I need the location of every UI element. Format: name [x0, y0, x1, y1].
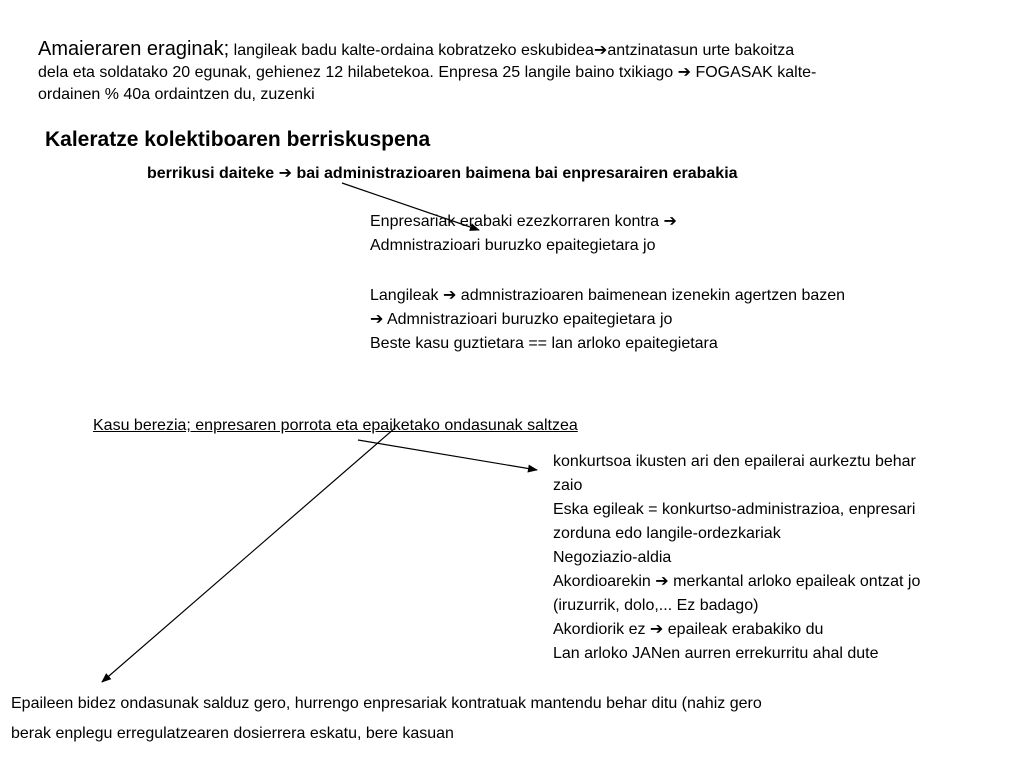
bankruptcy-line-3: Eska egileak = konkurtso-administrazioa, enpresari: [553, 501, 916, 518]
bankruptcy-line-6: Akordioarekin ➔ merkantal arloko epaileak ontzat jo: [553, 573, 921, 590]
bankruptcy-line-9: Lan arloko JANen aurren errekurritu ahal dute: [553, 645, 879, 662]
bankruptcy-line-1: konkurtsoa ikusten ari den epailerai aurkeztu behar: [553, 453, 916, 470]
workers-line-1: Langileak ➔ admnistrazioaren baimenean izenekin agertzen bazen: [370, 287, 846, 304]
employer-line-1: Enpresariak erabaki ezezkorraren kontra ➔: [370, 213, 677, 230]
special-case-title: Kasu berezia; enpresaren porrota eta epaiketako ondasunak saltzea: [93, 417, 578, 434]
arrow-to-bankruptcy-block: [358, 440, 537, 470]
intro-line-1: langileak badu kalte-ordaina kobratzeko eskubidea➔antzinatasun urte bakoitza: [233, 42, 795, 59]
workers-line-3: Beste kasu guztietara == lan arloko epaitegietara: [370, 335, 718, 352]
arrow-to-employer-block: [342, 183, 479, 230]
arrow-to-bottom-paragraph: [102, 428, 395, 682]
bankruptcy-line-8: Akordiorik ez ➔ epaileak erabakiko du: [553, 621, 824, 638]
bankruptcy-line-2: zaio: [553, 477, 583, 494]
bottom-line-2: berak enplegu erregulatzearen dosierrera eskatu, bere kasuan: [11, 725, 454, 742]
bankruptcy-line-7: (iruzurrik, dolo,... Ez badago): [553, 597, 759, 614]
employer-line-2: Admnistrazioari buruzko epaitegietara jo: [370, 237, 656, 254]
intro-line-3: ordainen % 40a ordaintzen du, zuzenki: [38, 86, 315, 103]
bankruptcy-line-5: Negoziazio-aldia: [553, 549, 672, 566]
intro-line-2: dela eta soldatako 20 egunak, gehienez 12 hilabetekoa. Enpresa 25 langile baino txikiago ➔ FOGASAK kalte-: [38, 64, 817, 81]
bottom-line-1: Epaileen bidez ondasunak salduz gero, hurrengo enpresariak kontratuak mantendu behar ditu (nahiz gero: [11, 695, 762, 712]
bankruptcy-line-4: zorduna edo langile-ordezkariak: [553, 525, 781, 542]
section-subheading: berrikusi daiteke ➔ bai administrazioaren baimena bai enpresarairen erabakia: [147, 165, 738, 182]
intro-lead: Amaieraren eraginak;: [38, 38, 230, 60]
section-heading: Kaleratze kolektiboaren berriskuspena: [45, 128, 431, 151]
workers-line-2: ➔ Admnistrazioari buruzko epaitegietara jo: [370, 311, 673, 328]
